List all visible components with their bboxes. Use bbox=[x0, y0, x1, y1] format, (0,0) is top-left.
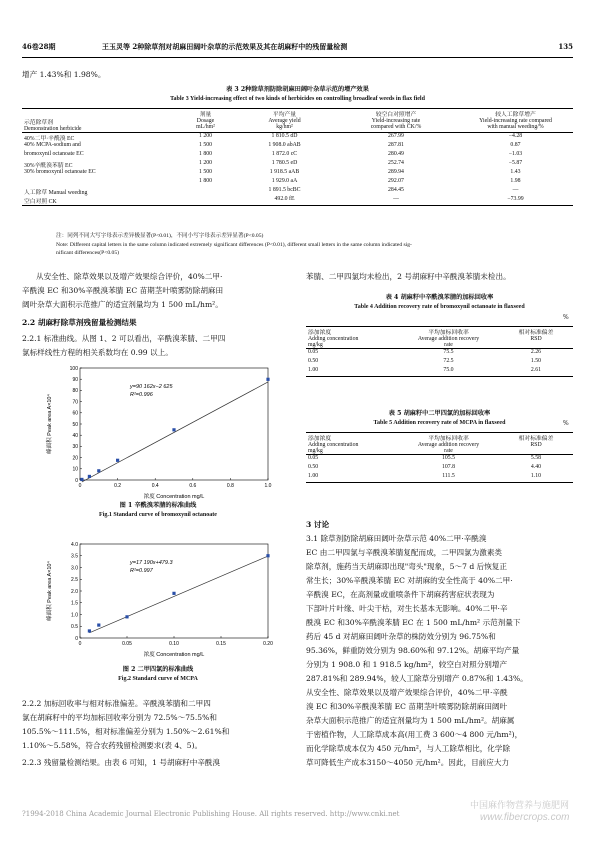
table-row bbox=[22, 133, 573, 143]
running-header bbox=[22, 42, 573, 56]
table4-title-en: Table 4 Addition recovery rate of bromoxynil octanoate in flaxseed bbox=[354, 304, 525, 310]
table-cell: 1 800 bbox=[198, 178, 213, 184]
table-cell: 1.10 bbox=[530, 473, 542, 479]
table-cell: 1 810.5 dD bbox=[271, 133, 298, 139]
table-cell: 1.43 bbox=[510, 169, 521, 175]
text-line: 于密植作物，人工除草成本高(用工费 3 600～4 800 元/hm²)， bbox=[306, 730, 523, 739]
figure-1-caption-en: Fig.1 Standard curve of bromoxynil octanoate bbox=[99, 512, 217, 518]
table-row bbox=[22, 169, 573, 178]
paragraph-2-2-2: 2.2.2 加标回收率与相对标准偏差。辛酰溴苯腈和二甲四 氯在胡麻籽中的平均加标回收率分别为 72.5%～75.5%和 105.5%～111.5%，相对标准偏差分别为 1.50%～2.61%和 1.10%～5.58%，符合农药残留检测要求(表 4、5)。 bbox=[22, 699, 230, 750]
y-tick-label: 2.5 bbox=[71, 577, 78, 584]
data-point bbox=[97, 469, 100, 472]
copyright-footer: ?1994-2018 China Academic Journal Electronic Publishing House. All rights reserved. http://www.cnki.net bbox=[22, 810, 400, 818]
x-tick-label: 0 bbox=[78, 483, 82, 489]
table-row bbox=[306, 455, 573, 465]
table-cell: 2.61 bbox=[530, 367, 542, 373]
table-cell: 1 872.0 cC bbox=[271, 151, 298, 157]
data-point bbox=[116, 459, 119, 462]
text-line: 从安全性、除草效果以及增产效果综合评价，40%二甲·辛酰 bbox=[306, 688, 508, 697]
table4-title-cn: 表 4 胡麻籽中辛酰溴苯腈的加标回收率 bbox=[385, 294, 494, 301]
table3-note-en2: nificant differences(P<0.05) bbox=[56, 250, 120, 256]
table-cell: 1 200 bbox=[198, 160, 213, 166]
table-cell: 284.45 bbox=[388, 187, 404, 193]
figure-2-caption-en: Fig.2 Standard curve of MCPA bbox=[118, 676, 198, 682]
y-tick-label: 4.0 bbox=[71, 541, 78, 548]
table-cell: 4.40 bbox=[530, 464, 542, 470]
y-tick-label: 2.0 bbox=[71, 588, 78, 595]
x-tick-label: 0.2 bbox=[114, 483, 122, 489]
table-cell: 1 891.5 bcBC bbox=[268, 187, 301, 193]
table-row bbox=[306, 473, 573, 483]
table3-header-row bbox=[22, 109, 573, 133]
table-cell: 1 780.5 eD bbox=[271, 160, 298, 166]
y-tick-label: 50 bbox=[72, 421, 78, 428]
y-tick-label: 1.0 bbox=[71, 612, 78, 619]
text-line: 287.81%和 289.94%，较人工除草分别增产 0.87%和 1.43%。 bbox=[306, 674, 528, 683]
table-cell: 75.5 bbox=[443, 349, 454, 355]
table-cell: −1.03 bbox=[508, 151, 523, 157]
table-cell: — bbox=[393, 196, 399, 202]
table3-col-herbicide: 示范除草剂 Demonstration herbicide bbox=[24, 120, 82, 132]
table-cell: 1 500 bbox=[198, 169, 213, 175]
table3-title-cn: 表 3 2种除草剂防除胡麻田阔叶杂草示范的增产效果 bbox=[226, 86, 369, 93]
text-line: 酰溴 EC 和30%辛酰溴苯腈 EC 在 1 500 mL/hm² 示范剂量下 bbox=[306, 618, 521, 627]
figure-1-chart bbox=[42, 362, 282, 502]
table-cell: 1.98 bbox=[510, 178, 521, 184]
data-point bbox=[172, 592, 175, 595]
y-tick-label: 0.5 bbox=[71, 624, 78, 631]
header-rule bbox=[22, 57, 573, 58]
table3 bbox=[22, 108, 573, 206]
y-tick-label: 30 bbox=[72, 444, 78, 451]
y-tick-label: 3.5 bbox=[71, 553, 78, 560]
table4-unit: % bbox=[563, 314, 569, 321]
data-point bbox=[172, 428, 175, 431]
table-cell: 0.05 bbox=[308, 455, 319, 461]
watermark-url: www.fibercrops.com bbox=[480, 812, 570, 823]
table-cell bbox=[176, 187, 235, 196]
right-top-line: 苯腈、二甲四氯均未检出，2 号胡麻籽中辛酰溴苯腈未检出。 bbox=[306, 272, 511, 281]
text-line: 除草剂，施药当天胡麻即出现"弯头"现象，5～7 d 后恢复正 bbox=[306, 562, 507, 571]
table-cell: 1 800 bbox=[198, 151, 213, 157]
plot-frame bbox=[80, 544, 268, 638]
table-row bbox=[306, 367, 573, 377]
data-point bbox=[88, 475, 91, 478]
table3-note-en1: Note: Different capital letters in the same column indicated extremely significant differences (P<0.01), different small letters in the same column indicated sig- bbox=[56, 242, 412, 248]
table-row bbox=[22, 151, 573, 160]
table4-header-row: 添加浓度 Adding concentration mg/kg 平均加标回收率 Average addition recovery rate 相对标准偏差 RSD bbox=[306, 327, 573, 349]
y-tick-label: 40 bbox=[72, 433, 78, 439]
table-row bbox=[306, 349, 573, 359]
y-axis-label: 峰面积 Peak area A×10⁴ bbox=[47, 394, 53, 454]
table-cell: 75.0 bbox=[443, 367, 454, 373]
table5-unit: % bbox=[563, 420, 569, 427]
table-cell: 289.94 bbox=[388, 169, 404, 175]
fit-line bbox=[89, 556, 268, 633]
table3-title-en: Table 3 Yield-increasing effect of two kinds of herbicides on controlling broadleaf weeds in flax field bbox=[170, 96, 425, 102]
table-row bbox=[306, 358, 573, 367]
x-axis-label: 浓度 Concentration mg/L bbox=[143, 652, 205, 658]
y-axis-label: 峰面积 Peak area A×10⁴ bbox=[47, 561, 53, 621]
text-line: 95.36%，鲜重防效分别为 98.60%和 97.12%。胡麻平均产量 bbox=[306, 646, 520, 655]
table-cell: 0.50 bbox=[308, 358, 319, 364]
table-cell: 287.81 bbox=[388, 142, 404, 148]
table-cell: −4.28 bbox=[508, 133, 523, 139]
y-tick-label: 1.5 bbox=[71, 600, 78, 607]
x-axis-label: 浓度 Concentration mg/L bbox=[143, 494, 205, 500]
text-line: 药后 45 d 对胡麻田阔叶杂草的株防效分别为 96.75%和 bbox=[306, 632, 496, 641]
figure-2-chart bbox=[42, 538, 282, 660]
table-cell bbox=[22, 178, 176, 187]
table-cell: 1 500 bbox=[198, 142, 213, 148]
table-cell: 人工除草 Manual weeding bbox=[24, 190, 88, 196]
table-cell: 1.50 bbox=[530, 358, 542, 364]
running-title: 王玉灵等 2种除草剂对胡麻田阔叶杂草的示范效果及其在胡麻籽中的残留量检测 bbox=[102, 42, 348, 51]
paragraph-3-1 bbox=[306, 532, 576, 770]
table-row bbox=[22, 142, 573, 151]
y-tick-label: 3.0 bbox=[71, 565, 78, 572]
x-tick-label: 0.8 bbox=[226, 483, 234, 489]
x-tick-label: 0.15 bbox=[216, 641, 226, 647]
figure-1-caption-cn: 图 1 辛酰溴苯腈的标准曲线 bbox=[119, 502, 197, 509]
table-cell: — bbox=[512, 187, 519, 193]
table-row bbox=[306, 464, 573, 473]
y-tick-label: 90 bbox=[72, 377, 78, 383]
table-cell: 空白对照 CK bbox=[24, 199, 57, 205]
x-tick-label: 0.6 bbox=[189, 483, 197, 489]
table-cell: 2.26 bbox=[530, 349, 542, 355]
journal-volume: 46卷28期 bbox=[22, 42, 56, 51]
table-cell: 1.00 bbox=[308, 473, 319, 479]
text-line: 分别为 1 908.0 和 1 918.5 kg/hm²，较空白对照分别增产 bbox=[306, 660, 508, 669]
text-line: 常生长；30%辛酰溴苯腈 EC 对胡麻的安全性高于 40%二甲· bbox=[306, 576, 513, 585]
table-cell: 40%二甲·辛酰溴 EC bbox=[24, 136, 75, 142]
y-tick-label: 60 bbox=[72, 410, 78, 417]
top-line: 增产 1.43%和 1.98%。 bbox=[22, 70, 106, 79]
table-cell: 1.00 bbox=[308, 367, 319, 373]
y-tick-label: 100 bbox=[69, 365, 78, 372]
watermark-text: 中国麻作物营养与施肥网 bbox=[470, 801, 570, 811]
table-cell: 40% MCPA-sodium and bbox=[24, 142, 81, 148]
data-point bbox=[266, 554, 269, 557]
table3-col-vs-manual: 较人工除草增产 Yield-increasing rate compared with manual weeding/% bbox=[479, 112, 552, 130]
table-cell: bromoxynil octanoate EC bbox=[24, 151, 84, 157]
plot-frame bbox=[80, 368, 268, 480]
text-line: 杂草大面积示范推广的适宜剂量均为 1 500 mL/hm²。胡麻属 bbox=[306, 716, 515, 725]
x-tick-label: 0 bbox=[78, 641, 82, 647]
y-tick-label: 10 bbox=[72, 466, 78, 473]
table-cell: 111.5 bbox=[442, 473, 455, 479]
table-row bbox=[22, 178, 573, 187]
text-line: 而化学除草成本仅为 450 元/hm²，与人工除草相比，化学除 bbox=[306, 744, 511, 753]
table-row bbox=[22, 196, 573, 206]
table-cell: 0.05 bbox=[308, 349, 319, 355]
table-row bbox=[22, 160, 573, 169]
table3-col-vs-ck: 较空白对照增产 Yield-increasing rate compared with CK/% bbox=[370, 112, 422, 130]
table3-col-yield: 平均产量 Average yield kg/hm² bbox=[268, 112, 301, 130]
table-cell: 107.8 bbox=[441, 464, 456, 470]
text-line: 辛酰溴 EC，在高剂量或重喷条件下胡麻药害症状表现为 bbox=[306, 590, 495, 599]
table-cell: 30%辛酰溴苯腈 EC bbox=[24, 163, 73, 169]
r-squared-label: R²=0.997 bbox=[130, 568, 153, 574]
text-line: 下部叶片叶缘、叶尖干枯，对生长基本无影响。40%二甲·辛 bbox=[306, 604, 508, 613]
x-tick-label: 0.20 bbox=[263, 641, 273, 647]
table5-title-en: Table 5 Addition recovery rate of MCPA in flaxseed bbox=[373, 420, 506, 426]
figure-2-caption-cn: 图 2 二甲四氯的标准曲线 bbox=[122, 666, 194, 673]
section-2-2-heading: 2.2 胡麻籽除草剂残留量检测结果 bbox=[22, 318, 137, 327]
text-line: 溴 EC 和30%辛酰溴苯腈 EC 苗期茎叶喷雾防除胡麻田阔叶 bbox=[306, 702, 508, 711]
table-cell: 492.0 fE bbox=[274, 196, 295, 202]
table-cell: 1 908.0 abAB bbox=[268, 142, 301, 148]
table-cell: 280.49 bbox=[388, 151, 404, 157]
table-row bbox=[22, 187, 573, 196]
table5-title-cn: 表 5 胡麻籽中二甲四氯的加标回收率 bbox=[388, 410, 491, 417]
table-cell: 1 200 bbox=[198, 133, 213, 139]
data-point bbox=[97, 623, 100, 626]
text-line: 草可降低生产成本3150～4050 元/hm²。因此，目前应大力 bbox=[306, 758, 510, 767]
table-cell: 72.5 bbox=[443, 358, 454, 364]
table-cell: 252.74 bbox=[388, 160, 404, 166]
table5 bbox=[306, 432, 573, 483]
table-cell: −73.99 bbox=[507, 196, 524, 202]
table-cell: 267.99 bbox=[388, 133, 404, 139]
page-number: 135 bbox=[558, 42, 573, 51]
x-tick-label: 0.05 bbox=[122, 641, 132, 647]
paragraph-conclusion-intro: 从安全性、除草效果以及增产效果综合评价，40%二甲· 辛酰溴 EC 和30%辛酰溴苯腈 EC 苗期茎叶喷雾防除胡麻田 阔叶杂草大面积示范推广的适宜剂量均为 1 500 mL/hm²。 bbox=[22, 272, 224, 309]
table3-note-cn: 注：同列不同大写字母表示差异极显著(P<0.01)，不同小写字母表示差异显著(P<0.05) bbox=[56, 233, 264, 239]
paragraph-2-2-1: 2.2.1 标准曲线。从图 1、2 可以看出，辛酰溴苯腈、二甲四 氯标样线性方程的相关系数均在 0.99 以上。 bbox=[22, 334, 226, 357]
table-cell: 105.5 bbox=[441, 455, 456, 461]
section-3-heading: 3 讨论 bbox=[306, 520, 330, 529]
r-squared-label: R²=0.996 bbox=[130, 392, 153, 398]
table-cell: −5.87 bbox=[508, 160, 523, 166]
equation-label: y=17 190x+479.3 bbox=[130, 560, 173, 566]
text-line: EC 由二甲四氯与辛酰溴苯腈复配而成，二甲四氯为激素类 bbox=[306, 548, 503, 557]
data-point bbox=[80, 478, 83, 481]
table-cell: 292.07 bbox=[388, 178, 404, 184]
x-tick-label: 0.10 bbox=[169, 641, 179, 647]
table-cell: 5.58 bbox=[530, 455, 542, 461]
y-tick-label: 80 bbox=[72, 388, 78, 395]
table5-header-row: 添加浓度 Adding concentration mg/kg 平均加标回收率 Average addition recovery rate 相对标准偏差 RSD bbox=[306, 433, 573, 455]
table-cell: 30% bromoxynil octanoate EC bbox=[24, 169, 96, 175]
table-cell: 0.50 bbox=[308, 464, 319, 470]
table-cell: 0.87 bbox=[510, 142, 521, 148]
x-tick-label: 1.0 bbox=[264, 483, 272, 489]
data-point bbox=[88, 629, 91, 632]
table3-col-dosage: 剂量 Dosage mL/hm² bbox=[196, 112, 215, 130]
x-tick-label: 0.4 bbox=[151, 483, 159, 489]
table4 bbox=[306, 326, 573, 377]
table-cell bbox=[176, 196, 235, 206]
paragraph-2-2-3: 2.2.3 残留量检测结果。由表 6 可知，1 号胡麻籽中辛酰溴 bbox=[22, 758, 221, 767]
y-tick-label: 0 bbox=[75, 477, 78, 484]
data-point bbox=[125, 615, 128, 618]
table-cell: 1 929.0 aA bbox=[271, 178, 298, 184]
y-tick-label: 0 bbox=[75, 635, 78, 642]
fit-line bbox=[82, 382, 268, 482]
equation-label: y=90 162x−2 625 bbox=[130, 384, 173, 390]
table-cell: 1 918.5 aAB bbox=[269, 169, 300, 175]
data-point bbox=[266, 378, 269, 381]
y-tick-label: 70 bbox=[72, 399, 78, 406]
text-line: 3.1 除草剂防除胡麻田阔叶杂草示范 40%二甲·辛酰溴 bbox=[306, 534, 487, 543]
y-tick-label: 20 bbox=[72, 455, 78, 462]
